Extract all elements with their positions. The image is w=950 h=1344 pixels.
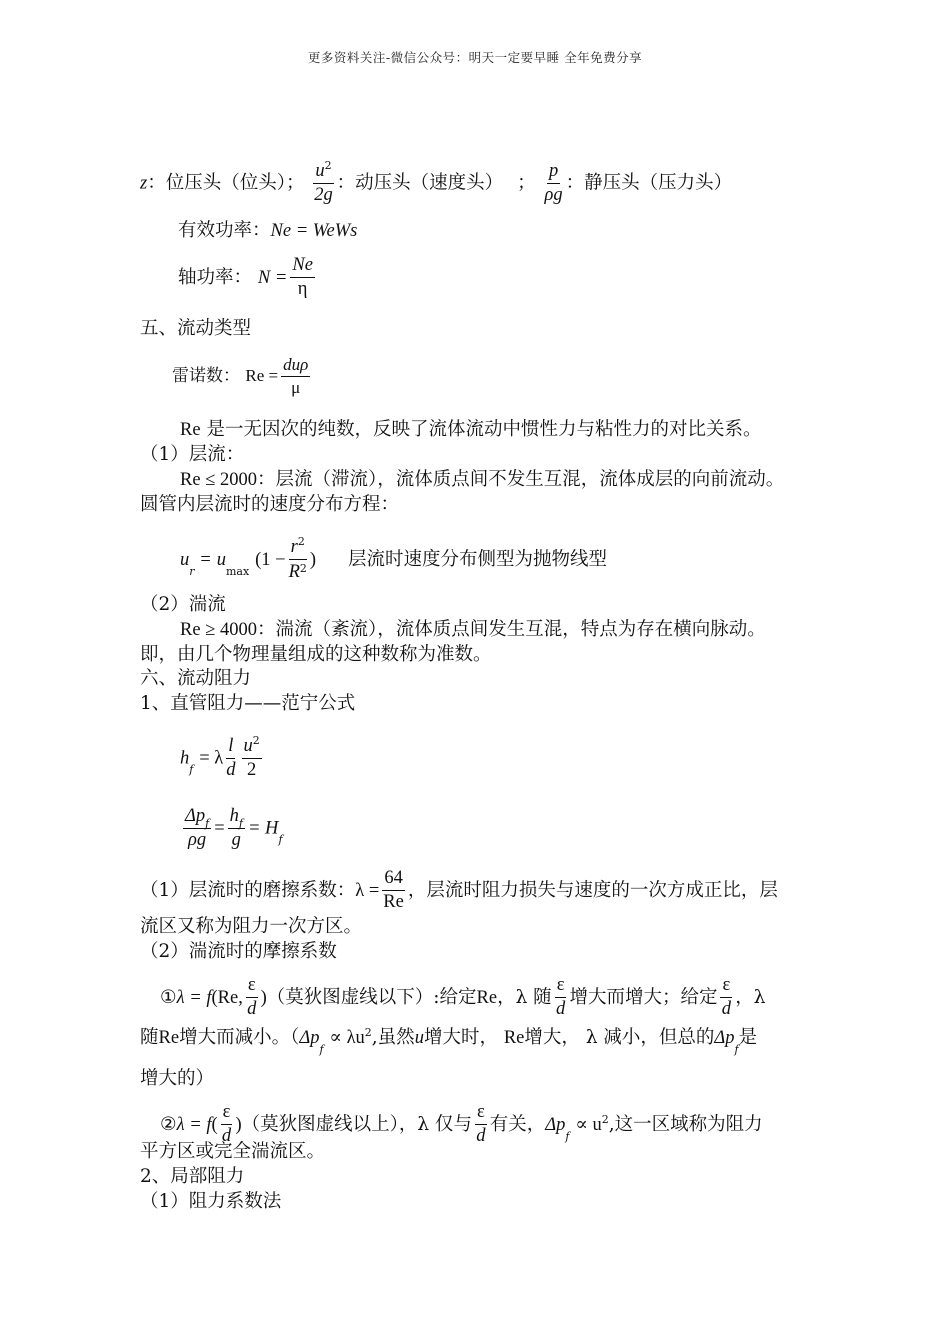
u-square-3: 2 bbox=[601, 1112, 609, 1126]
turbulent-case-1 bbox=[160, 976, 766, 1020]
parabola-note: 层流时速度分布侧型为抛物线型 bbox=[347, 548, 607, 570]
eps-over-d-3 bbox=[720, 976, 732, 1020]
mu-symbol: μ bbox=[291, 377, 301, 397]
shaft-power-label: 轴功率： bbox=[178, 266, 253, 288]
equals-lambda: = λ bbox=[199, 748, 224, 769]
comma-lambda-text: ，λ bbox=[735, 986, 766, 1008]
close-paren-2: ) bbox=[235, 1114, 242, 1135]
fanning-heading: 1、直管阻力——范宁公式 bbox=[140, 693, 356, 714]
du-rho: duρ bbox=[281, 356, 310, 377]
circled-one: ① bbox=[160, 986, 177, 1008]
reynolds-label: 雷诺数： bbox=[172, 365, 240, 386]
rho-g: ρg bbox=[544, 184, 563, 205]
f-subscript-2: f bbox=[238, 817, 243, 830]
reynolds-fraction bbox=[281, 356, 310, 397]
r-square: 2 bbox=[297, 535, 305, 548]
l-over-d-fraction bbox=[226, 737, 235, 781]
l-numerator: l bbox=[226, 737, 235, 759]
re-symbol-3: Re bbox=[503, 1028, 525, 1048]
effective-power-label: 有效功率： bbox=[178, 220, 271, 241]
d-1: d bbox=[247, 999, 257, 1020]
re-denominator: Re bbox=[383, 892, 404, 913]
increase-end-line: 增大的） bbox=[140, 1068, 215, 1089]
static-head-text: ：静压头（压力头） bbox=[565, 172, 733, 194]
r-subscript: r bbox=[189, 564, 195, 578]
h-symbol: h bbox=[180, 748, 190, 769]
equals-H: = H bbox=[247, 818, 279, 839]
laminar-heading: （1）层流： bbox=[140, 444, 245, 465]
eta-denominator: η bbox=[297, 279, 308, 300]
moody-below-text: （莫狄图虚线以下）:给定 bbox=[266, 986, 477, 1008]
section-6-heading: 六、流动阻力 bbox=[140, 668, 252, 689]
dynamic-head-text: ：动压头（速度头） bbox=[336, 172, 504, 194]
velocity-distribution-equation bbox=[180, 537, 607, 583]
position-head-text: ：位压头（位头）； bbox=[147, 172, 305, 194]
although-text: ,虽然 bbox=[371, 1027, 415, 1048]
laminar-friction-line bbox=[140, 869, 778, 913]
pressure-head-fraction bbox=[545, 162, 563, 206]
epsilon-5: ε bbox=[475, 1103, 487, 1125]
laminar-friction-description: ，层流时阻力损失与速度的一次方成正比，层 bbox=[407, 879, 778, 901]
page-header: 更多资料关注-微信公众号：明天一定要早睡 全年免费分享 bbox=[307, 50, 643, 65]
shaft-power-lhs: N = bbox=[257, 267, 288, 288]
delta-p-2: Δp bbox=[299, 1028, 320, 1048]
laminar-friction-label: （1）层流时的磨擦系数： bbox=[140, 879, 356, 901]
re-given: Re bbox=[476, 987, 498, 1008]
eps-over-d-1 bbox=[246, 976, 258, 1020]
prop-u: ∝ u bbox=[575, 1114, 602, 1135]
velocity-head-fraction bbox=[313, 161, 333, 206]
p-symbol: p bbox=[547, 162, 560, 184]
lambda-decrease-text: λ 减小，但总的 bbox=[585, 1027, 715, 1048]
moody-above-text: （莫狄图虚线以上），λ 仅与 bbox=[241, 1113, 472, 1135]
semicolon: ； bbox=[517, 172, 536, 194]
prop-lambda: ∝ λu bbox=[329, 1028, 365, 1048]
head-definitions bbox=[140, 161, 732, 206]
turbulent-case-1-continued bbox=[140, 1026, 758, 1056]
lambda-with-text: ，λ 随 bbox=[497, 986, 552, 1008]
circled-two: ② bbox=[160, 1113, 177, 1135]
u2-over-2-fraction bbox=[242, 736, 262, 781]
section-5-heading: 五、流动类型 bbox=[140, 318, 252, 339]
h-numerator: h bbox=[229, 806, 239, 826]
related-text: 有关， bbox=[489, 1113, 546, 1135]
d-3: d bbox=[721, 999, 731, 1020]
u-increase-text: 增大时， bbox=[423, 1027, 498, 1048]
turbulent-criterion bbox=[180, 621, 766, 640]
d-5: d bbox=[476, 1126, 486, 1147]
shaft-power-fraction bbox=[290, 256, 315, 300]
hf-over-g-fraction bbox=[228, 806, 245, 851]
full-turbulence-text: ,这一区域称为阻力 bbox=[608, 1113, 763, 1135]
turbulent-friction-heading: （2）湍流时的摩擦系数 bbox=[140, 941, 337, 962]
local-resistance-heading: 2、局部阻力 bbox=[140, 1166, 245, 1187]
R-square: 2 bbox=[299, 562, 307, 576]
u-symbol-2: u bbox=[414, 1028, 424, 1048]
is-text: 是 bbox=[738, 1027, 758, 1048]
re-increase-text: 增大， bbox=[524, 1027, 580, 1048]
delta-p-fraction bbox=[183, 806, 211, 851]
fanning-equation bbox=[180, 736, 265, 781]
u-r-symbol: u bbox=[180, 549, 190, 570]
delta-p-3: Δp bbox=[714, 1028, 735, 1048]
f-subscript-5: f bbox=[734, 1043, 739, 1056]
epsilon-4: ε bbox=[221, 1103, 233, 1125]
laminar-description: ：层流（滞流），流体质点间不发生互混，流体成层的向前流动。 bbox=[256, 469, 785, 490]
delta-p-4: Δp bbox=[545, 1114, 566, 1135]
effective-power-formula: Ne = WeWs bbox=[270, 221, 358, 241]
f-subscript-3: f bbox=[278, 833, 283, 847]
lambda-lhs: λ = bbox=[355, 880, 380, 901]
shaft-power-line bbox=[178, 256, 318, 300]
head-loss-equation bbox=[180, 806, 283, 851]
g-denominator: g bbox=[231, 830, 241, 851]
f-subscript-4: f bbox=[319, 1043, 324, 1056]
re-increase-symbol: Re bbox=[158, 1028, 180, 1048]
resistance-coefficient-heading: （1）阻力系数法 bbox=[140, 1191, 282, 1212]
delta-p: Δp bbox=[185, 806, 206, 826]
reynolds-line bbox=[172, 356, 313, 397]
eps-over-d-5 bbox=[475, 1103, 487, 1147]
lambda-f: λ = f bbox=[176, 987, 212, 1008]
decrease-text: 增大而减小。（ bbox=[179, 1027, 300, 1048]
criterion-number-line: 即，由几个物理量组成的这种数称为准数。 bbox=[140, 644, 492, 665]
rho-g-denominator: ρg bbox=[188, 830, 207, 851]
reynolds-description-text: 是一无因次的纯数，反映了流体流动中惯性力与粘性力的对比关系。 bbox=[206, 419, 762, 440]
increase-text: 增大而增大；给定 bbox=[569, 986, 718, 1008]
f-subscript-1: f bbox=[205, 817, 210, 830]
effective-power-line bbox=[178, 222, 357, 241]
epsilon-1: ε bbox=[246, 976, 258, 998]
epsilon-2: ε bbox=[555, 976, 567, 998]
u-square-2: 2 bbox=[364, 1026, 372, 1039]
f-subscript-6: f bbox=[565, 1129, 570, 1143]
d-denominator: d bbox=[226, 759, 236, 780]
reynolds-lhs: Re = bbox=[245, 365, 279, 385]
laminar-zone-line: 流区又称为阻力一次方区。 bbox=[140, 916, 363, 937]
square-exponent: 2 bbox=[324, 159, 332, 172]
f-subscript: f bbox=[189, 763, 194, 777]
sixty-four: 64 bbox=[382, 869, 405, 891]
eps-over-d-2 bbox=[555, 976, 567, 1020]
ne-numerator: Ne bbox=[290, 256, 315, 278]
R-denominator: R bbox=[288, 562, 300, 583]
two-g: 2g bbox=[314, 185, 333, 206]
re-comma: (Re, bbox=[211, 987, 243, 1008]
u-square: 2 bbox=[252, 734, 260, 747]
u-numerator: u bbox=[243, 736, 253, 756]
reynolds-description bbox=[180, 421, 761, 440]
z-symbol: z bbox=[140, 173, 148, 194]
full-turbulence-line: 平方区或完全湍流区。 bbox=[140, 1141, 326, 1162]
equals-sign-2: = bbox=[214, 818, 225, 839]
r-ratio-fraction bbox=[289, 537, 307, 583]
turbulent-description: ：湍流（紊流），流体质点间发生互混，特点为存在横向脉动。 bbox=[256, 619, 766, 640]
turbulent-heading: （2）湍流 bbox=[140, 594, 226, 615]
epsilon-3: ε bbox=[720, 976, 732, 998]
close-paren-1: ) bbox=[260, 987, 267, 1008]
equals-sign: = bbox=[200, 549, 211, 570]
d-4: d bbox=[221, 1126, 232, 1147]
lambda-f-2: λ = f bbox=[176, 1114, 212, 1135]
open-paren: ( bbox=[211, 1114, 218, 1135]
re-le-2000: Re ≤ 2000 bbox=[180, 470, 257, 490]
one-minus: (1 − bbox=[255, 549, 286, 570]
u-symbol: u bbox=[315, 161, 325, 181]
close-paren: ) bbox=[309, 549, 317, 570]
laminar-criterion bbox=[180, 471, 784, 490]
with-text: 随 bbox=[140, 1027, 159, 1048]
re-ge-4000: Re ≥ 4000 bbox=[180, 620, 257, 640]
max-subscript: max bbox=[225, 564, 250, 578]
u-max-symbol: u bbox=[216, 549, 226, 570]
d-2: d bbox=[555, 999, 566, 1020]
r-numerator: r bbox=[290, 537, 298, 557]
re-symbol: Re bbox=[180, 420, 201, 440]
two-denominator: 2 bbox=[247, 760, 257, 781]
pipe-distribution-line: 圆管内层流时的速度分布方程： bbox=[140, 494, 400, 515]
sixty-four-over-re bbox=[382, 869, 405, 913]
